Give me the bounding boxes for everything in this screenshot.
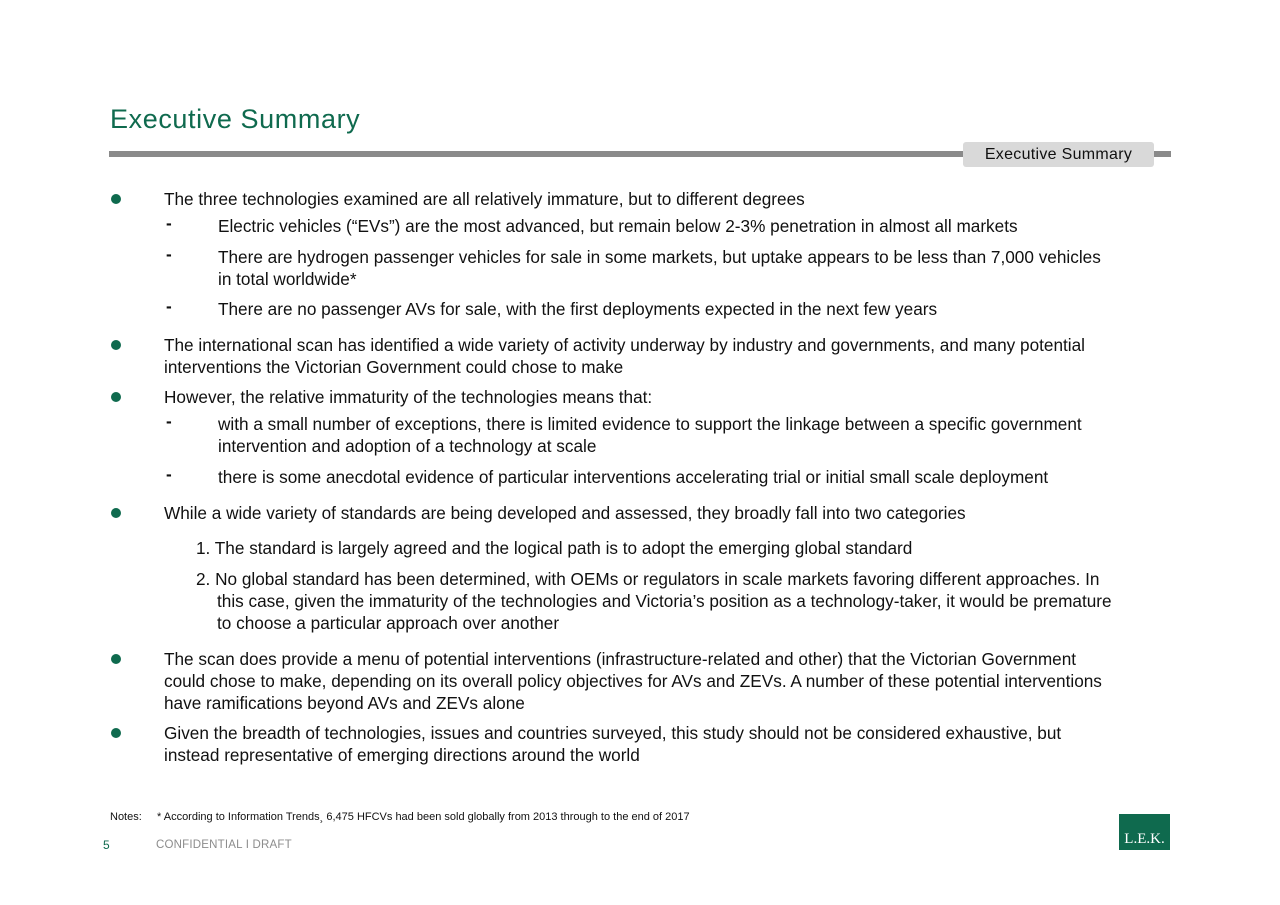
sub-bullet-text: with a small number of exceptions, there is limited evidence to support the linkage between a specific government [218, 414, 1082, 434]
bullet-icon [111, 508, 121, 518]
dash-icon: - [166, 411, 172, 431]
numbered-item: 1. The standard is largely agreed and the logical path is to adopt the emerging global standard [196, 538, 913, 558]
sub-bullet-text: Electric vehicles (“EVs”) are the most advanced, but remain below 2-3% penetration in almost all markets [218, 216, 1018, 236]
bullet-text: However, the relative immaturity of the technologies means that: [164, 387, 653, 407]
bullet-text: have ramifications beyond AVs and ZEVs alone [164, 693, 525, 713]
bullet-text: The international scan has identified a wide variety of activity underway by industry and governments, and many potential [164, 335, 1085, 355]
notes-label: Notes: [110, 811, 142, 823]
numbered-item: 2. No global standard has been determined, with OEMs or regulators in scale markets favoring different approaches. In [196, 569, 1100, 589]
dash-icon: - [166, 244, 172, 264]
dash-icon: - [166, 296, 172, 316]
bullet-icon [111, 654, 121, 664]
bullet-icon [111, 340, 121, 350]
bullet-icon [111, 392, 121, 402]
bullet-text: While a wide variety of standards are being developed and assessed, they broadly fall into two categories [164, 503, 966, 523]
section-tab: Executive Summary [963, 142, 1154, 167]
confidentiality-label: CONFIDENTIAL I DRAFT [156, 839, 292, 851]
bullet-icon [111, 194, 121, 204]
bullet-text: could chose to make, depending on its overall policy objectives for AVs and ZEVs. A number of these potential interventions [164, 671, 1102, 691]
bullet-text: The scan does provide a menu of potential interventions (infrastructure-related and other) that the Victorian Government [164, 649, 1077, 669]
lek-logo [1119, 814, 1170, 850]
bullet-text: interventions the Victorian Government could chose to make [164, 357, 624, 377]
dash-icon: - [166, 213, 172, 233]
page-number: 5 [103, 838, 110, 852]
bullet-text: The three technologies examined are all relatively immature, but to different degrees [164, 189, 805, 209]
notes-text: * According to Information Trends¸ 6,475 HFCVs had been sold globally from 2013 through to the end of 2017 [157, 811, 690, 823]
bullet-text: Given the breadth of technologies, issues and countries surveyed, this study should not be considered exhaustive, but [164, 723, 1062, 743]
numbered-item: this case, given the immaturity of the technologies and Victoria’s position as a technology-taker, it would be premature [217, 591, 1112, 611]
logo-text: L.E.K. [1124, 831, 1165, 847]
page-title: Executive Summary [110, 104, 361, 134]
sub-bullet-text: in total worldwide* [218, 269, 357, 289]
footnote [110, 810, 690, 825]
numbered-item: to choose a particular approach over another [217, 613, 560, 633]
sub-bullet-text: there is some anecdotal evidence of particular interventions accelerating trial or initial small scale deployment [218, 467, 1049, 487]
sub-bullet-text: There are hydrogen passenger vehicles for sale in some markets, but uptake appears to be less than 7,000 vehicles [218, 247, 1101, 267]
sub-bullet-text: There are no passenger AVs for sale, with the first deployments expected in the next few years [218, 299, 938, 319]
sub-bullet-text: intervention and adoption of a technology at scale [218, 436, 597, 456]
dash-icon: - [166, 464, 172, 484]
bullet-text: instead representative of emerging directions around the world [164, 745, 640, 765]
bullet-icon [111, 728, 121, 738]
